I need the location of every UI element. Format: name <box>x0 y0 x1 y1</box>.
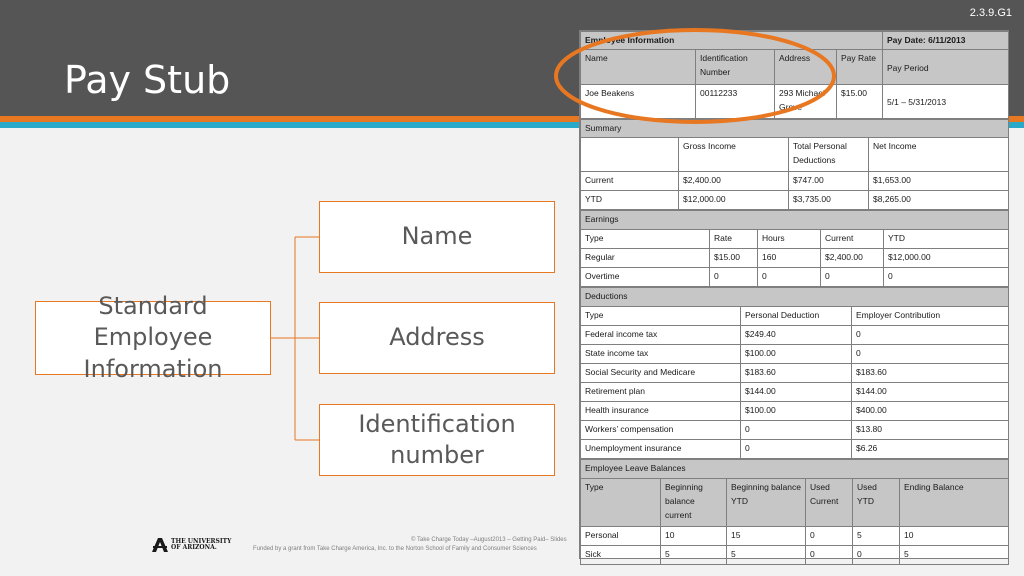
footer-copyright: © Take Charge Today –August2013 – Getting Paid– Slides <box>411 537 567 543</box>
diagram-child-label: Name <box>401 222 473 251</box>
table-cell: $12,000.00 <box>679 191 789 210</box>
table-cell: YTD <box>581 191 679 210</box>
table-cell: 0 <box>884 268 1009 287</box>
column-header: Identification Number <box>696 50 775 85</box>
table-cell: $747.00 <box>789 172 869 191</box>
column-header: Current <box>821 230 884 249</box>
table-cell: 0 <box>741 440 852 459</box>
table-cell: 15 <box>727 527 806 546</box>
table-cell: 5 <box>727 546 806 565</box>
table-cell: 5 <box>900 546 1009 565</box>
column-header: Beginning balance current <box>661 479 727 527</box>
table-cell: 10 <box>661 527 727 546</box>
table-cell: 5 <box>853 527 900 546</box>
table-cell: State income tax <box>581 345 741 364</box>
column-header: YTD <box>884 230 1009 249</box>
column-header: Type <box>581 307 741 326</box>
employee-name: Joe Beakens <box>581 85 696 119</box>
column-header: Total Personal Deductions <box>789 138 869 172</box>
column-header: Hours <box>758 230 821 249</box>
earnings-section-label: Earnings <box>581 211 1009 230</box>
slide-number: 2.3.9.G1 <box>969 7 1012 19</box>
leave-balances-table <box>580 459 1009 565</box>
table-cell: $3,735.00 <box>789 191 869 210</box>
table-cell: Unemployment insurance <box>581 440 741 459</box>
column-header: Address <box>775 50 837 85</box>
university-logo <box>152 538 231 552</box>
employee-info-section-label: Employee Information <box>581 32 883 50</box>
slide-title: Pay Stub <box>64 58 231 102</box>
table-cell: 0 <box>852 345 1009 364</box>
pay-rate: $15.00 <box>837 85 883 119</box>
employee-address: 293 Michael Grove <box>775 85 837 119</box>
diagram-child-address <box>319 302 555 374</box>
pay-date: Pay Date: 6/11/2013 <box>883 32 1009 50</box>
column-header <box>581 138 679 172</box>
column-header: Personal Deduction <box>741 307 852 326</box>
leave-section-label: Employee Leave Balances <box>581 460 1009 479</box>
table-cell: $1,653.00 <box>869 172 1009 191</box>
table-cell: Overtime <box>581 268 710 287</box>
table-cell: $15.00 <box>710 249 758 268</box>
table-cell: Health insurance <box>581 402 741 421</box>
table-cell: Personal <box>581 527 661 546</box>
column-header: Pay Period <box>883 50 1009 85</box>
column-header: Net Income <box>869 138 1009 172</box>
table-cell: 0 <box>806 527 853 546</box>
employee-id: 00112233 <box>696 85 775 119</box>
logo-text-line2: OF ARIZONA. <box>171 544 217 551</box>
diagram-child-label: Address <box>389 323 485 352</box>
summary-section-label: Summary <box>581 120 1009 138</box>
table-cell: $2,400.00 <box>679 172 789 191</box>
column-header: Gross Income <box>679 138 789 172</box>
employee-info-table <box>580 31 1009 119</box>
table-cell: $144.00 <box>852 383 1009 402</box>
table-cell: 160 <box>758 249 821 268</box>
deductions-section-label: Deductions <box>581 288 1009 307</box>
table-cell: $249.40 <box>741 326 852 345</box>
table-cell: Sick <box>581 546 661 565</box>
column-header: Type <box>581 479 661 527</box>
table-cell: 0 <box>741 421 852 440</box>
pay-period: 5/1 – 5/31/2013 <box>883 85 1009 119</box>
column-header: Type <box>581 230 710 249</box>
earnings-table <box>580 210 1009 287</box>
table-cell: 5 <box>661 546 727 565</box>
table-cell: $100.00 <box>741 345 852 364</box>
diagram-root-label: Standard Employee Information <box>83 292 223 383</box>
table-cell: 0 <box>806 546 853 565</box>
table-cell: 0 <box>852 326 1009 345</box>
table-cell: 0 <box>758 268 821 287</box>
deductions-table <box>580 287 1009 459</box>
column-header: Employer Contribution <box>852 307 1009 326</box>
table-cell: $12,000.00 <box>884 249 1009 268</box>
table-cell: Federal income tax <box>581 326 741 345</box>
table-cell: 0 <box>821 268 884 287</box>
table-cell: $183.60 <box>852 364 1009 383</box>
diagram-child-id <box>319 404 555 476</box>
table-cell: $100.00 <box>741 402 852 421</box>
column-header: Used Current <box>806 479 853 527</box>
logo-text-line1: THE UNIVERSITY <box>171 537 232 545</box>
table-cell: Social Security and Medicare <box>581 364 741 383</box>
university-a-icon <box>152 538 168 552</box>
table-cell: Workers’ compensation <box>581 421 741 440</box>
diagram-child-label: Identification number <box>358 409 516 469</box>
footer-funding: Funded by a grant from Take Charge America, Inc. to the Norton School of Family and Consumer Sciences <box>253 546 537 552</box>
table-cell: Regular <box>581 249 710 268</box>
table-cell: $8,265.00 <box>869 191 1009 210</box>
summary-table <box>580 119 1009 210</box>
table-cell: $13.80 <box>852 421 1009 440</box>
table-cell: 0 <box>710 268 758 287</box>
diagram-root-box <box>35 292 271 383</box>
table-cell: $400.00 <box>852 402 1009 421</box>
pay-stub <box>579 30 1009 559</box>
table-cell: 10 <box>900 527 1009 546</box>
column-header: Name <box>581 50 696 85</box>
table-cell: Current <box>581 172 679 191</box>
column-header: Beginning balance YTD <box>727 479 806 527</box>
column-header: Ending Balance <box>900 479 1009 527</box>
diagram-child-name <box>319 201 555 273</box>
column-header: Rate <box>710 230 758 249</box>
table-cell: 0 <box>853 546 900 565</box>
table-cell: $6.26 <box>852 440 1009 459</box>
table-cell: Retirement plan <box>581 383 741 402</box>
column-header: Used YTD <box>853 479 900 527</box>
column-header: Pay Rate <box>837 50 883 85</box>
table-cell: $2,400.00 <box>821 249 884 268</box>
table-cell: $144.00 <box>741 383 852 402</box>
table-cell: $183.60 <box>741 364 852 383</box>
